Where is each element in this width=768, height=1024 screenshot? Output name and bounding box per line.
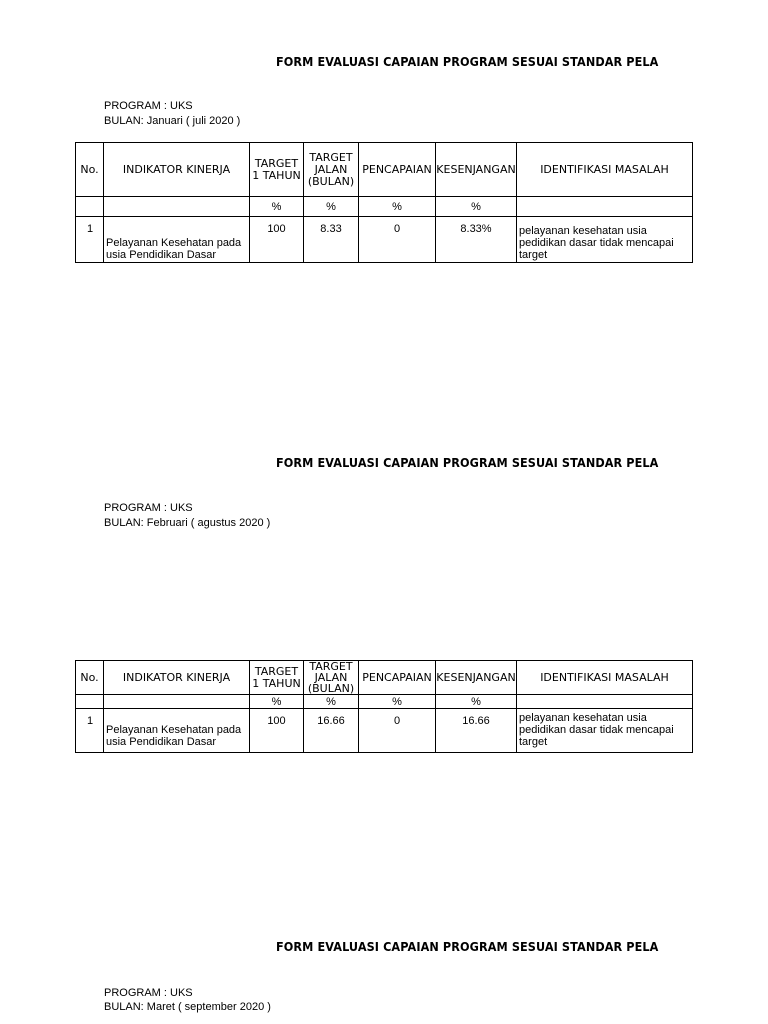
header-target-jalan: TARGET JALAN (BULAN) <box>304 661 359 695</box>
form-title: FORM EVALUASI CAPAIAN PROGRAM SESUAI STANDAR PELA <box>276 939 659 954</box>
program-label: PROGRAM : UKS <box>104 100 193 112</box>
unit-row <box>76 197 693 217</box>
row-pencapaian: 0 <box>359 709 436 753</box>
row-indikator: Pelayanan Kesehatan pada usia Pendidikan Dasar <box>104 709 250 753</box>
form-title: FORM EVALUASI CAPAIAN PROGRAM SESUAI STANDAR PELA <box>276 455 659 470</box>
header-indikator: INDIKATOR KINERJA <box>104 143 250 197</box>
unit-target-tahun: % <box>250 695 304 709</box>
unit-target-tahun: % <box>250 197 304 217</box>
month-label: BULAN: Maret ( september 2020 ) <box>104 1001 271 1013</box>
header-pencapaian: PENCAPAIAN <box>359 661 436 695</box>
row-masalah: pelayanan kesehatan usia pedidikan dasar tidak mencapai target <box>517 217 693 263</box>
header-indikator: INDIKATOR KINERJA <box>104 661 250 695</box>
unit-row <box>76 695 693 709</box>
month-label: BULAN: Februari ( agustus 2020 ) <box>104 517 271 529</box>
row-pencapaian: 0 <box>359 217 436 263</box>
header-pencapaian: PENCAPAIAN <box>359 143 436 197</box>
form-title: FORM EVALUASI CAPAIAN PROGRAM SESUAI STANDAR PELA <box>276 54 659 69</box>
row-target-jalan: 8.33 <box>304 217 359 263</box>
unit-kesenjangan: % <box>436 197 517 217</box>
header-kesenjangan: KESENJANGAN <box>436 143 517 197</box>
evaluation-table <box>75 142 693 263</box>
evaluation-table <box>75 660 693 753</box>
row-kesenjangan: 16.66 <box>436 709 517 753</box>
unit-empty <box>517 695 693 709</box>
unit-target-jalan: % <box>304 695 359 709</box>
row-no: 1 <box>76 709 104 753</box>
program-label: PROGRAM : UKS <box>104 987 193 999</box>
month-label: BULAN: Januari ( juli 2020 ) <box>104 115 241 127</box>
table-row <box>76 217 693 263</box>
header-target-tahun: TARGET 1 TAHUN <box>250 661 304 695</box>
row-masalah: pelayanan kesehatan usia pedidikan dasar tidak mencapai target <box>517 709 693 753</box>
unit-empty <box>76 695 104 709</box>
header-no: No. <box>76 143 104 197</box>
header-no: No. <box>76 661 104 695</box>
table-header-row <box>76 661 693 695</box>
unit-pencapaian: % <box>359 695 436 709</box>
unit-empty <box>76 197 104 217</box>
program-label: PROGRAM : UKS <box>104 502 193 514</box>
table-row <box>76 709 693 753</box>
row-indikator: Pelayanan Kesehatan pada usia Pendidikan Dasar <box>104 217 250 263</box>
header-masalah: IDENTIFIKASI MASALAH <box>517 143 693 197</box>
unit-empty <box>104 197 250 217</box>
table-header-row <box>76 143 693 197</box>
header-target-tahun: TARGET 1 TAHUN <box>250 143 304 197</box>
unit-empty <box>517 197 693 217</box>
unit-pencapaian: % <box>359 197 436 217</box>
unit-target-jalan: % <box>304 197 359 217</box>
unit-empty <box>104 695 250 709</box>
header-kesenjangan: KESENJANGAN <box>436 661 517 695</box>
header-masalah: IDENTIFIKASI MASALAH <box>517 661 693 695</box>
header-target-jalan: TARGET JALAN (BULAN) <box>304 143 359 197</box>
row-target-jalan: 16.66 <box>304 709 359 753</box>
row-kesenjangan: 8.33% <box>436 217 517 263</box>
row-target-tahun: 100 <box>250 217 304 263</box>
unit-kesenjangan: % <box>436 695 517 709</box>
row-target-tahun: 100 <box>250 709 304 753</box>
row-no: 1 <box>76 217 104 263</box>
